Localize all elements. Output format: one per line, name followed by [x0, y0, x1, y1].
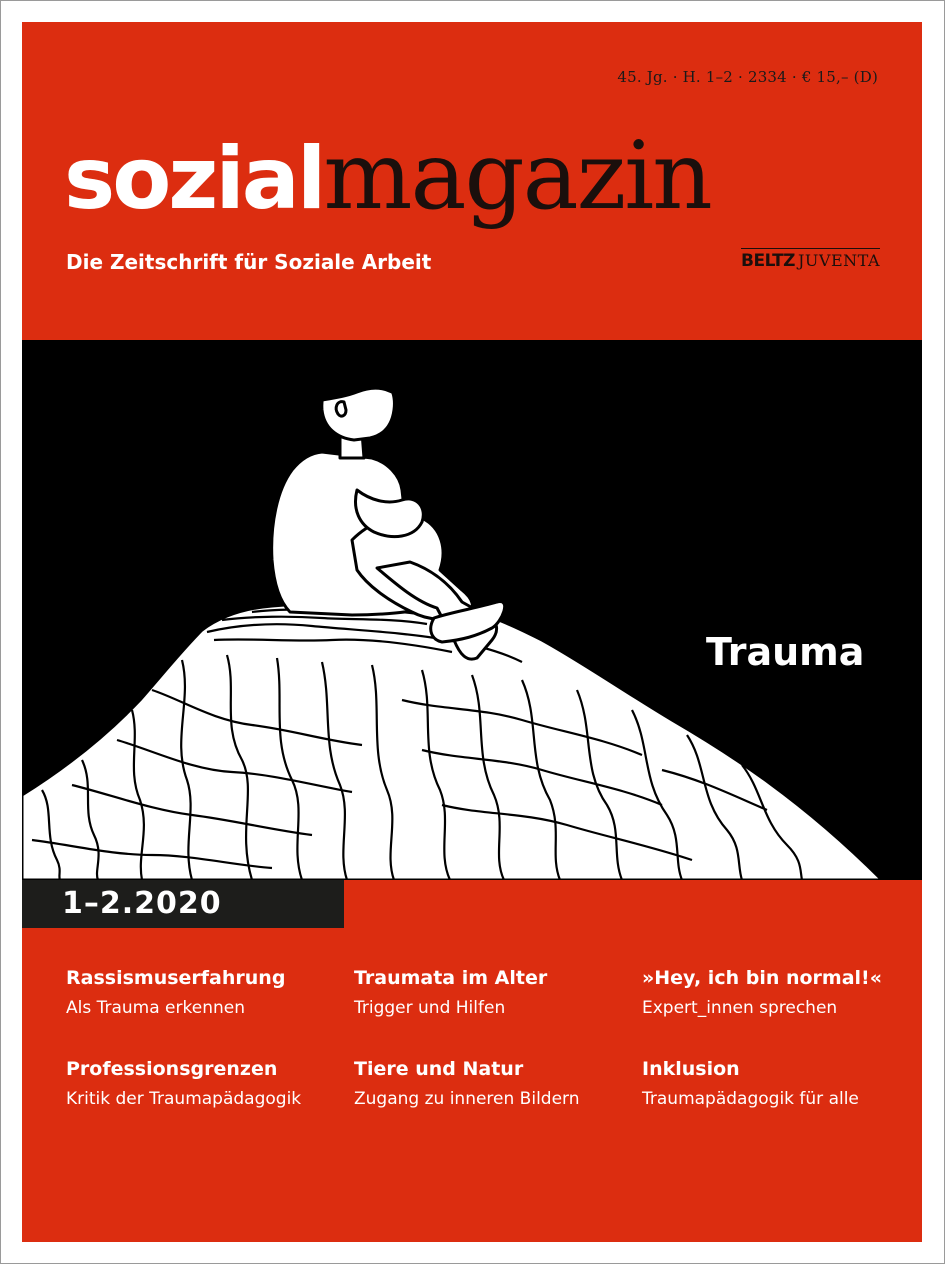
topic-title: »Hey, ich bin normal!«: [642, 967, 882, 989]
issue-number-bar: 1–2.2020: [22, 880, 344, 928]
masthead-logo: [64, 122, 711, 231]
magazine-cover: [22, 22, 922, 1242]
topic-title: Traumata im Alter: [354, 967, 548, 989]
publisher-logo: [741, 248, 880, 271]
topic-item: [642, 1056, 922, 1112]
person-on-rock-illustration: [22, 340, 922, 880]
issue-info: 45. Jg. · H. 1–2 · 2334 · € 15,– (D): [617, 68, 878, 86]
publisher-beltz: BELTZ: [741, 251, 796, 271]
theme-title: Trauma: [706, 630, 865, 674]
topic-subtitle: Zugang zu inneren Bildern: [354, 1089, 580, 1109]
cover-illustration: [22, 340, 922, 880]
topic-subtitle: Traumapädagogik für alle: [642, 1089, 859, 1109]
topic-item: [66, 1056, 346, 1112]
topic-subtitle: Trigger und Hilfen: [354, 998, 506, 1018]
topic-subtitle: Expert_innen sprechen: [642, 998, 838, 1018]
tagline: Die Zeitschrift für Soziale Arbeit: [66, 250, 432, 274]
topic-item: [354, 1056, 634, 1112]
topic-title: Tiere und Natur: [354, 1058, 524, 1080]
topic-subtitle: Als Trauma erkennen: [66, 998, 245, 1018]
topic-subtitle: Kritik der Traumapädagogik: [66, 1089, 302, 1109]
topic-title: Professionsgrenzen: [66, 1058, 278, 1080]
topic-item: [66, 965, 346, 1021]
masthead-sozial: sozial: [64, 129, 324, 229]
masthead-magazin: magazin: [323, 122, 711, 231]
topic-title: Rassismuserfahrung: [66, 967, 286, 989]
topic-item: [642, 965, 922, 1021]
topic-item: [354, 965, 634, 1021]
topic-title: Inklusion: [642, 1058, 740, 1080]
publisher-juventa: JUVENTA: [798, 251, 880, 270]
